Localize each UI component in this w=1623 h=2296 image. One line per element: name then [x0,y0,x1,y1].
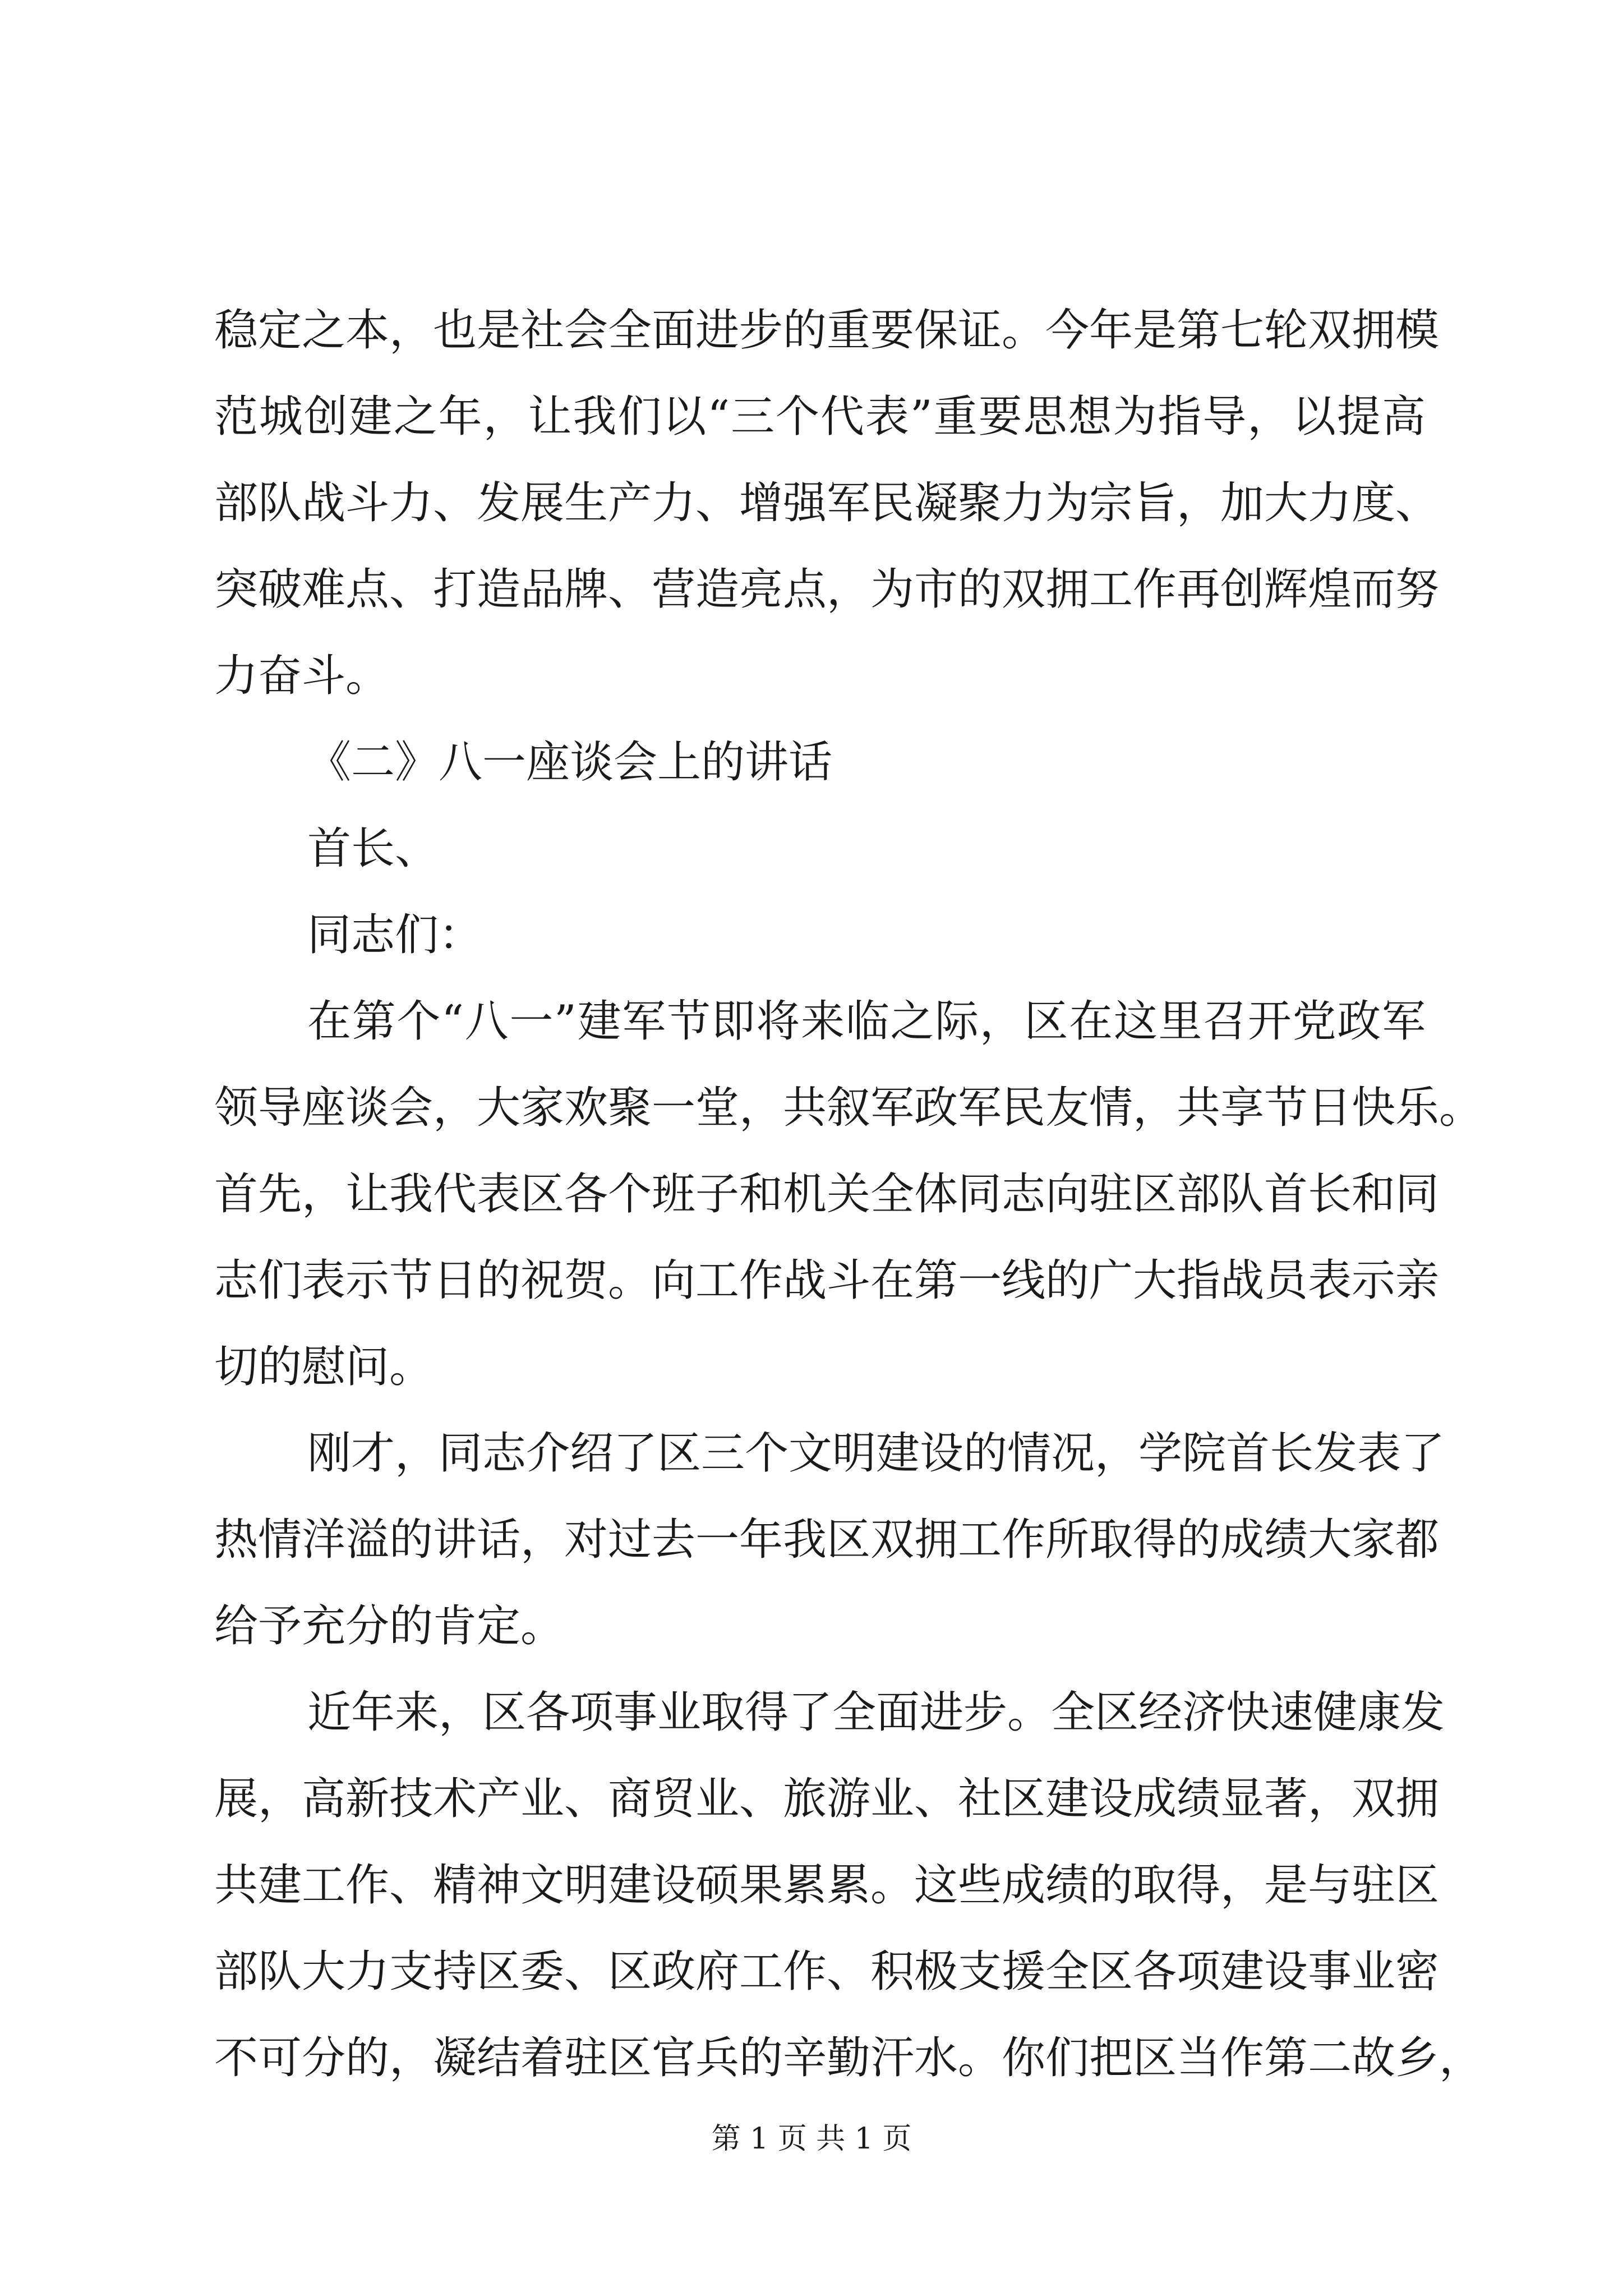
text-line: 切的慰问。 [214,1342,434,1392]
text-line: 共建工作、精神文明建设硕果累累。这些成绩的取得，是与驻区 [214,1860,1440,1911]
text-line: 突破难点、打造品牌、营造亮点，为市的双拥工作再创辉煌而努 [214,564,1440,615]
text-line: 近年来，区各项事业取得了全面进步。全区经济快速健康发 [307,1687,1445,1738]
salutation: 同志们： [307,910,483,960]
text-line: 首先，让我代表区各个班子和机关全体同志向驻区部队首长和同 [214,1169,1440,1220]
text-line: 刚才，同志介绍了区三个文明建设的情况，学院首长发表了 [307,1428,1445,1479]
document-body [214,287,1483,2101]
text-line: 热情洋溢的讲话，对过去一年我区双拥工作所取得的成绩大家都 [214,1515,1440,1565]
section-heading: 《二》八一座谈会上的讲话 [307,737,833,788]
text-line: 在第个“八一”建军节即将来临之际，区在这里召开党政军 [307,996,1426,1047]
text-line: 稳定之本，也是社会全面进步的重要保证。今年是第七轮双拥模 [214,305,1440,356]
text-line: 志们表示节日的祝贺。向工作战斗在第一线的广大指战员表示亲 [214,1255,1440,1306]
page-footer: 第 1 页 共 1 页 [711,2122,912,2156]
text-line: 不可分的，凝结着驻区官兵的辛勤汗水。你们把区当作第二故乡， [214,2033,1483,2083]
salutation: 首长、 [307,823,439,874]
text-line: 部队战斗力、发展生产力、增强军民凝聚力为宗旨，加大力度、 [214,478,1440,528]
text-line: 部队大力支持区委、区政府工作、积极支援全区各项建设事业密 [214,1947,1440,1997]
text-line: 展，高新技术产业、商贸业、旅游业、社区建设成绩显著，双拥 [214,1774,1440,1824]
text-line: 范城创建之年，让我们以“三个代表”重要思想为指导，以提高 [214,392,1426,442]
text-line: 领导座谈会，大家欢聚一堂，共叙军政军民友情，共享节日快乐。 [214,1083,1483,1133]
text-line: 力奋斗。 [214,651,390,701]
text-line: 给予充分的肯定。 [214,1601,565,1651]
